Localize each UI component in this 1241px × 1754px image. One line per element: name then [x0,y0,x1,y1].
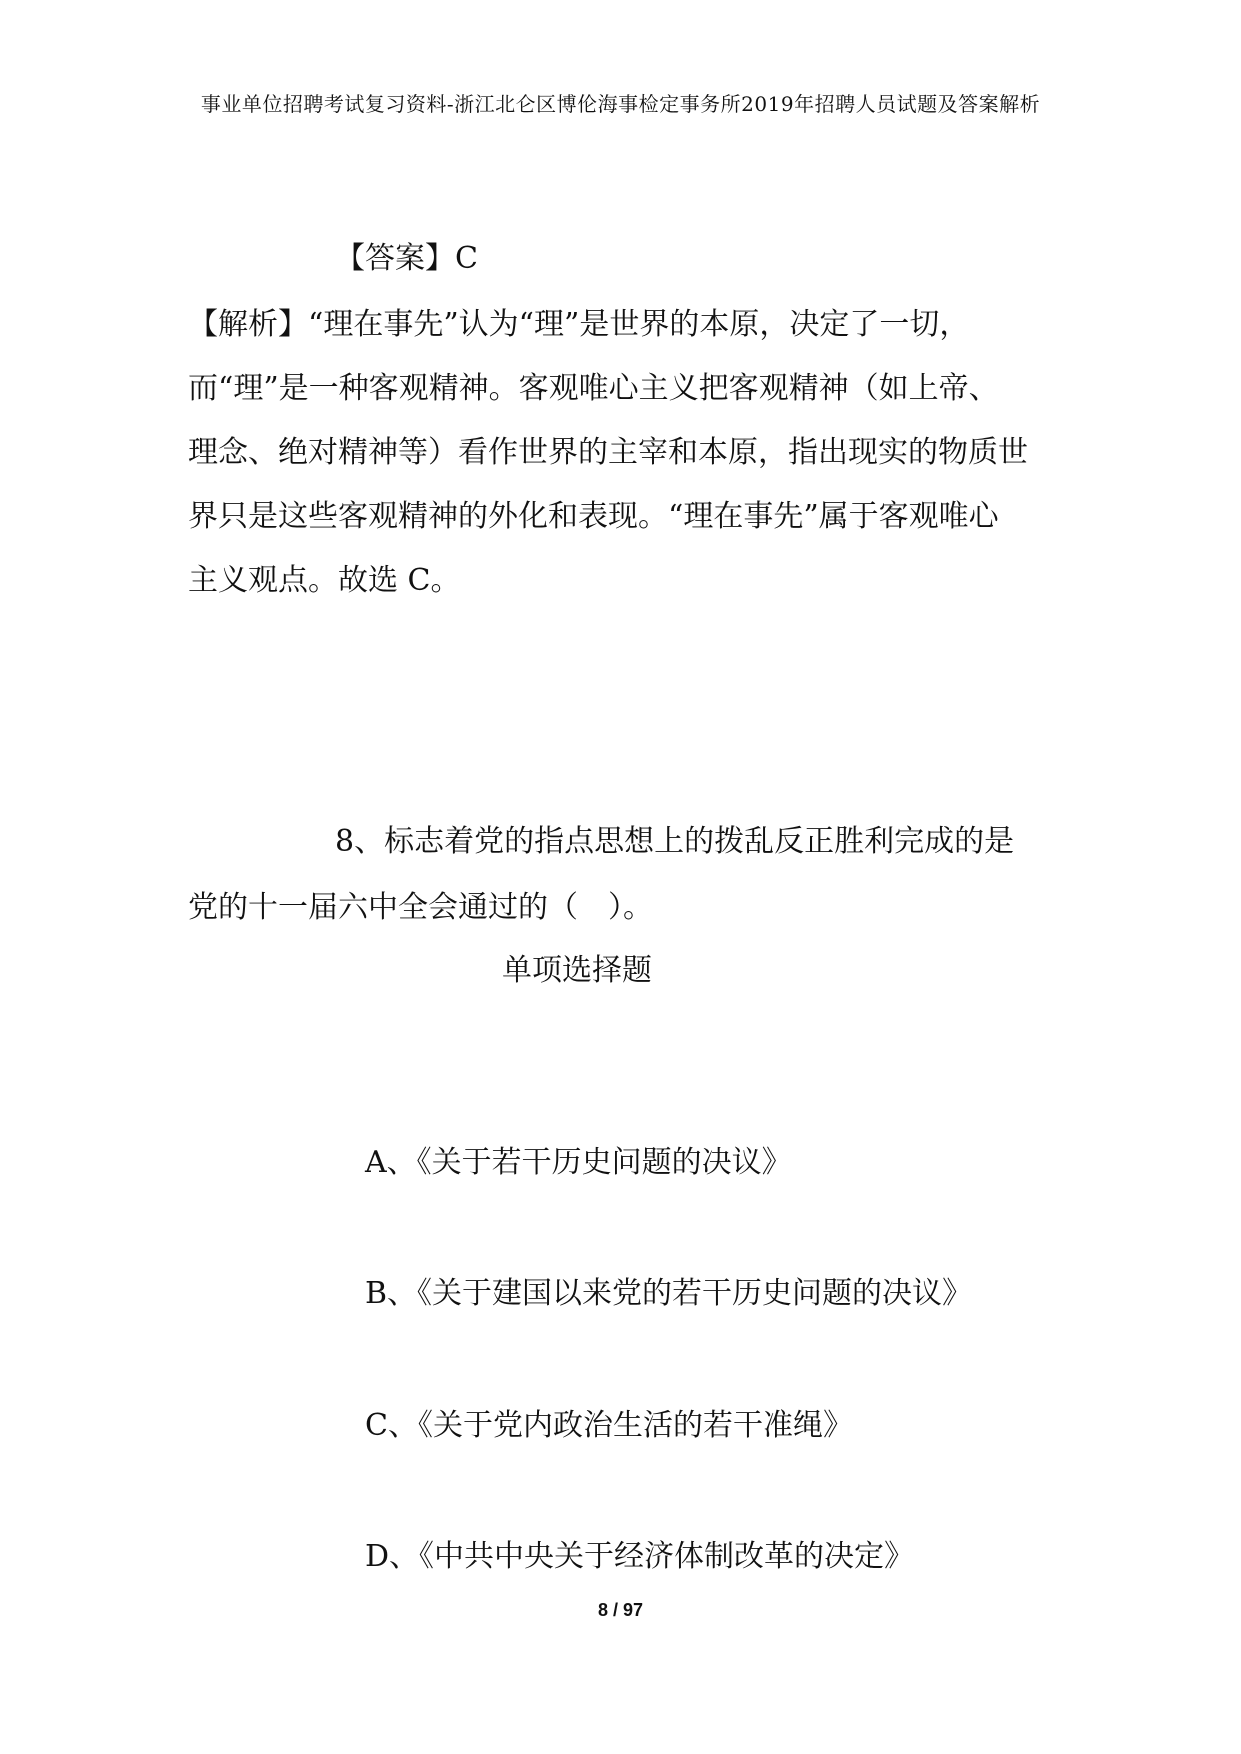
question-type: 单项选择题 [502,953,652,988]
page-number: 8 / 97 [597,1600,644,1620]
option-d: D、《中共中央关于经济体制改革的决定》 [365,1539,915,1574]
document-header: 事业单位招聘考试复习资料-浙江北仑区博伦海事检定事务所2019年招聘人员试题及答案解析 [200,92,1041,116]
option-b: B、《关于建国以来党的若干历史问题的决议》 [365,1276,973,1311]
option-c: C、《关于党内政治生活的若干准绳》 [365,1408,853,1443]
analysis-line: 界只是这些客观精神的外化和表现。“理在事先”属于客观唯心 [188,499,999,534]
question-line: 党的十一届六中全会通过的（ ）。 [188,890,653,925]
analysis-line: 而“理”是一种客观精神。客观唯心主义把客观精神（如上帝、 [188,371,999,406]
analysis-line: 【解析】“理在事先”认为“理”是世界的本原，决定了一切， [188,307,970,342]
answer-label: 【答案】C [335,241,478,276]
analysis-line: 主义观点。故选 C。 [188,563,461,598]
analysis-paragraph [188,293,1058,613]
question-line: 8、标志着党的指点思想上的拨乱反正胜利完成的是 [335,824,1015,859]
option-a: A、《关于若干历史问题的决议》 [365,1145,792,1180]
analysis-line: 理念、绝对精神等）看作世界的主宰和本原，指出现实的物质世 [188,435,1028,470]
question-text [188,809,1058,941]
